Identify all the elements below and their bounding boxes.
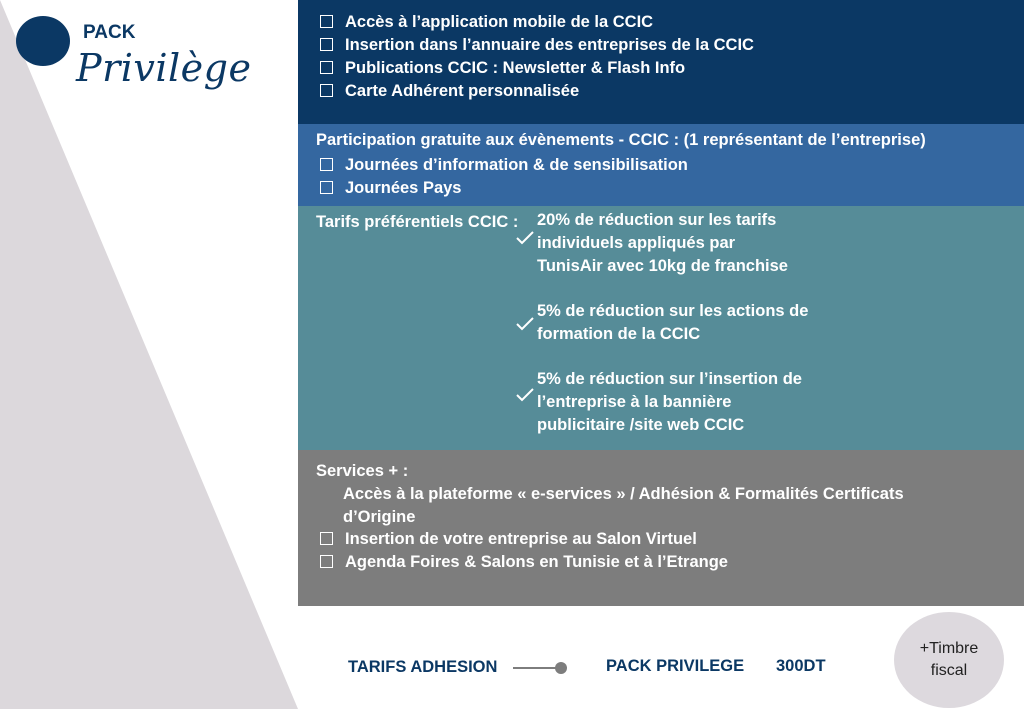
list-item [320,178,461,198]
logo-circle-icon [16,16,70,66]
price-label: 300DT [776,657,826,675]
checkmark-icon [515,387,535,403]
list-item [320,552,728,572]
checkbox-icon [320,181,333,194]
tarifs-label: TARIFS ADHESION [348,658,498,676]
section-basic-services [298,0,1024,124]
list-item-label: Agenda Foires & Salons en Tunisie et à l’Etrange [345,553,728,571]
badge-line: +Timbre [919,640,979,657]
section-heading: Services + : [316,462,409,480]
list-item-label: Insertion de votre entreprise au Salon Virtuel [345,530,697,548]
logo-pack-name: Privilège [76,46,252,90]
list-item-label: Carte Adhérent personnalisée [345,82,580,100]
checkbox-icon [320,532,333,545]
list-item [320,35,754,55]
checkbox-icon [320,15,333,28]
list-item-label: Accès à la plateforme « e-services » / Adhésion & Formalités Certificats [343,485,904,503]
checkbox-icon [320,84,333,97]
pack-logo [16,16,252,106]
list-item [320,155,688,175]
section-services-plus [298,450,1024,606]
section-heading: Participation gratuite aux évènements - CCIC : (1 représentant de l’entreprise) [316,131,926,149]
offer-text: 5% de réduction sur les actions de formation de la CCIC [537,302,809,343]
checkbox-icon [320,38,333,51]
connector-dot-icon [555,662,567,674]
checkbox-icon [320,61,333,74]
timbre-fiscal-badge [894,612,1004,708]
logo-pack-label: PACK [83,22,136,43]
section-heading: Tarifs préférentiels CCIC : [316,213,519,231]
badge-line: fiscal [930,662,968,679]
section-preferential-rates [298,206,1024,450]
list-item [320,529,697,549]
list-item-label: Insertion dans l’annuaire des entreprises de la CCIC [345,36,754,54]
list-item-label: Journées d’information & de sensibilisation [345,156,688,174]
checkmark-icon [515,230,535,246]
pack-name-label: PACK PRIVILEGE [606,657,745,675]
checkbox-icon [320,158,333,171]
list-item-label: d’Origine [343,508,416,526]
list-item [320,58,685,78]
checkbox-icon [320,555,333,568]
checkmark-icon [515,316,535,332]
section-events [298,124,1024,206]
list-item [320,12,653,32]
list-item-label: Accès à l’application mobile de la CCIC [345,13,654,31]
list-item-label: Journées Pays [345,179,462,197]
list-item-label: Publications CCIC : Newsletter & Flash Info [345,59,686,77]
offer-text: 20% de réduction sur les tarifs individuels appliqués par TunisAir avec 10kg de franchise [537,211,788,275]
offer-text: 5% de réduction sur l’insertion de l’entreprise à la bannière publicitaire /site web CCIC [537,370,802,434]
list-item [320,81,579,101]
